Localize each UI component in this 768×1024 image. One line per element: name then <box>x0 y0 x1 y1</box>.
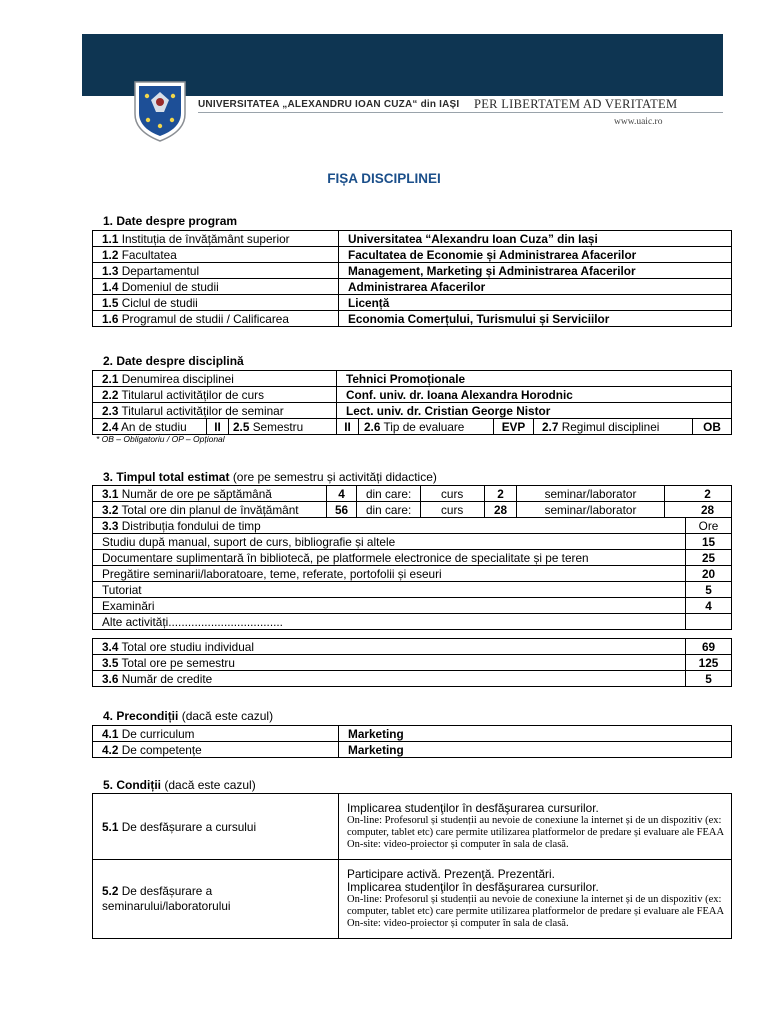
table-row: Pregătire seminarii/laboratoare, teme, referate, portofolii și eseuri 20 <box>93 566 732 582</box>
section-5-title: 5. Condiții (dacă este cazul) <box>103 778 256 792</box>
table-cell-value: Licență <box>339 295 732 311</box>
table-row: 1.5 Ciclul de studii Licență <box>93 295 732 311</box>
table-row: 4.1 De curriculum Marketing <box>93 726 732 742</box>
table-row: 1.3 Departamentul Management, Marketing și Administrarea Afacerilor <box>93 263 732 279</box>
header-divider <box>198 112 723 113</box>
university-website[interactable]: www.uaic.ro <box>614 117 663 127</box>
university-name: UNIVERSITATEA „ALEXANDRU IOAN CUZA“ din IAȘI <box>198 99 460 110</box>
condition-text: Implicarea studenţilor în desfăşurarea cursurilor. <box>347 880 599 894</box>
table-row: 1.6 Programul de studii / Calificarea Economia Comerțului, Turismului și Serviciilor <box>93 311 732 327</box>
table-row: 3.1 Număr de ore pe săptămână 4 din care: curs 2 seminar/laborator 2 <box>93 486 732 502</box>
table-cell-value: Management, Marketing și Administrarea Afacerilor <box>339 263 732 279</box>
table-row: 2.3 Titularul activităților de seminar Lect. univ. dr. Cristian George Nistor <box>93 403 732 419</box>
time-totals-table <box>92 638 732 687</box>
table-cell-value: Administrarea Afacerilor <box>339 279 732 295</box>
section-1-title: 1. Date despre program <box>103 214 238 228</box>
table-row: 5.1 De desfășurare a cursului Implicarea studenţilor în desfăşurarea cursurilor. On-line: Profesorul și studenții au nevoie de conexiune la internet și de un dispozitiv (ex: computer, tablet etc) care permite utilizarea platformelor de predare și evaluare ale FEAA On-site: video-proiector și computer în sala de clasă. <box>93 794 732 860</box>
university-crest-icon <box>133 80 187 142</box>
discipline-details-row <box>92 418 732 435</box>
table-row: 2.1 Denumirea disciplinei Tehnici Promoționale <box>93 371 732 387</box>
condition-text: Implicarea studenţilor în desfăşurarea cursurilor. <box>347 801 599 815</box>
table-row: Documentare suplimentară în bibliotecă, pe platformele electronice de specialitate și pe teren 25 <box>93 550 732 566</box>
university-motto: PER LIBERTATEM AD VERITATEM <box>474 97 678 111</box>
table-row: 1.2 Facultatea Facultatea de Economie și Administrarea Afacerilor <box>93 247 732 263</box>
program-table <box>92 230 732 327</box>
table-row: 3.3 Distribuția fondului de timp Ore <box>93 518 732 534</box>
condition-online-text: On-line: Profesorul și studenții au nevoie de conexiune la internet și de un dispozitiv (ex: computer, tablet etc) care permite utilizarea platformelor de predare și evaluare ale FEAA <box>347 815 725 838</box>
condition-online-text: On-line: Profesorul și studenții au nevoie de conexiune la internet și de un dispozitiv (ex: computer, tablet etc) care permite utilizarea platformelor de predare și evaluare ale FEAA <box>347 894 725 917</box>
page-title: FIȘA DISCIPLINEI <box>327 171 441 186</box>
table-row: 2.2 Titularul activităților de curs Conf. univ. dr. Ioana Alexandra Horodnic <box>93 387 732 403</box>
table-row: 3.4 Total ore studiu individual 69 <box>93 639 732 655</box>
preconditions-table <box>92 725 732 758</box>
discipline-table <box>92 370 732 419</box>
table-row: Studiu după manual, suport de curs, bibliografie și altele 15 <box>93 534 732 550</box>
condition-onsite-text: On-site: video-proiector și computer în sala de clasă. <box>347 918 569 929</box>
time-table <box>92 485 732 518</box>
regime-value: OB <box>693 419 732 435</box>
table-row: Alte activități................................... <box>93 614 732 630</box>
condition-text: Participare activă. Prezenţă. Prezentări. <box>347 867 555 881</box>
table-cell-value: Tehnici Promoționale <box>337 371 732 387</box>
semester-value: II <box>337 419 359 435</box>
table-row: Tutoriat 5 <box>93 582 732 598</box>
time-distribution-table <box>92 517 732 630</box>
section-2-title: 2. Date despre disciplină <box>103 354 244 368</box>
table-row: 3.5 Total ore pe semestru 125 <box>93 655 732 671</box>
table-row: 1.1 Instituția de învățământ superior Universitatea “Alexandru Ioan Cuza” din Iași <box>93 231 732 247</box>
table-row: 4.2 De competențe Marketing <box>93 742 732 758</box>
condition-onsite-text: On-site: video-proiector și computer în sala de clasă. <box>347 839 569 850</box>
year-value: II <box>207 419 229 435</box>
section-3-title: 3. Timpul total estimat (ore pe semestru și activități didactice) <box>103 470 437 484</box>
table-row: Examinări 4 <box>93 598 732 614</box>
table-row: 2.4 An de studiu II 2.5 Semestru II 2.6 Tip de evaluare EVP 2.7 Regimul disciplinei OB <box>93 419 732 435</box>
evaluation-value: EVP <box>494 419 534 435</box>
table-cell-value: Economia Comerțului, Turismului și Serviciilor <box>339 311 732 327</box>
table-row: 3.2 Total ore din planul de învățământ 56 din care: curs 28 seminar/laborator 28 <box>93 502 732 518</box>
table-row: 1.4 Domeniul de studii Administrarea Afacerilor <box>93 279 732 295</box>
table-row: 3.6 Număr de credite 5 <box>93 671 732 687</box>
table-cell-value: Conf. univ. dr. Ioana Alexandra Horodnic <box>337 387 732 403</box>
table-cell-value: Facultatea de Economie și Administrarea Afacerilor <box>339 247 732 263</box>
footnote: * OB – Obligatoriu / OP – Opțional <box>96 434 225 444</box>
table-row: 5.2 De desfășurare a seminarului/laboratorului Participare activă. Prezenţă. Prezentări. Implicarea studenţilor în desfăşurarea cursurilor. On-line: Profesorul și studenții au nevoie de conexiune la internet și de un dispozitiv (ex: computer, tablet etc) care permite utilizarea platformelor de predare și evaluare ale FEAA On-site: video-proiector și computer în sala de clasă. <box>93 860 732 939</box>
conditions-table <box>92 793 732 939</box>
table-cell-value: Lect. univ. dr. Cristian George Nistor <box>337 403 732 419</box>
section-4-title: 4. Precondiții (dacă este cazul) <box>103 709 274 723</box>
table-cell-value: Universitatea “Alexandru Ioan Cuza” din Iași <box>339 231 732 247</box>
